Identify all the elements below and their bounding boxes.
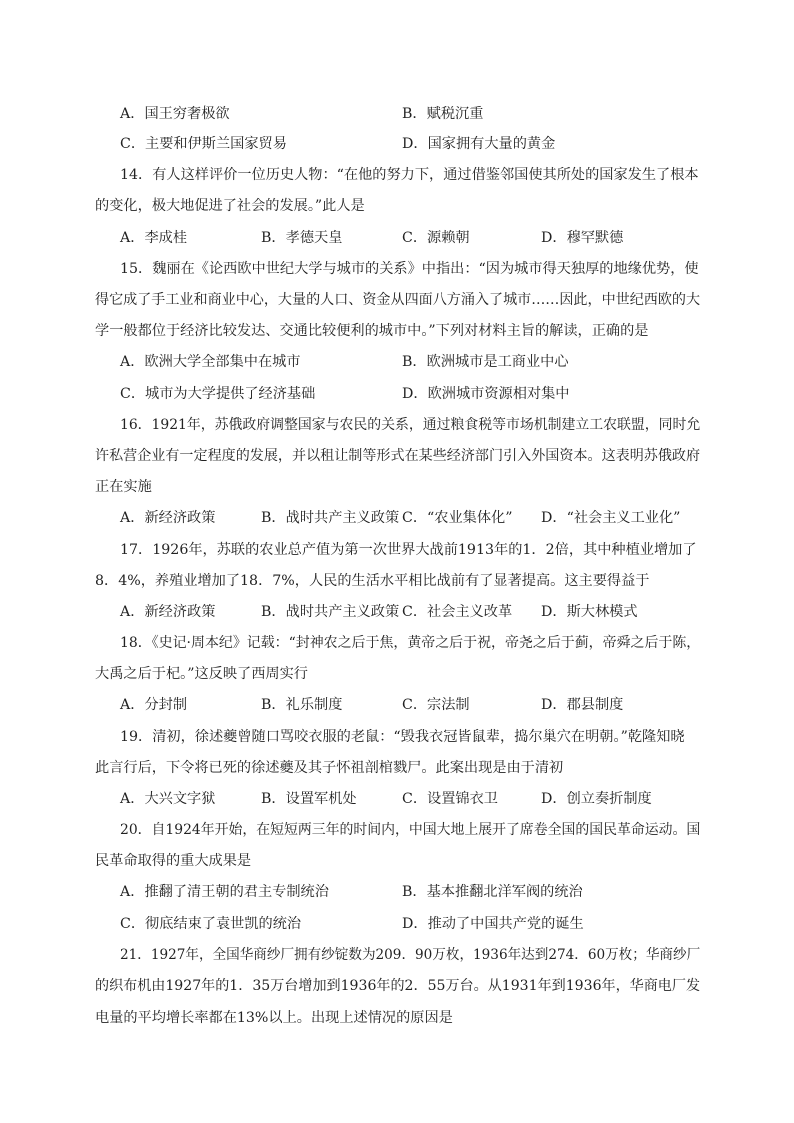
question-stem-line: 许私营企业有一定程度的发展，并以租让制等形式在某些经济部门引入外国资本。这表明苏俄政府	[95, 448, 701, 464]
option-b: B．欧洲城市是工商业中心	[402, 354, 569, 370]
question-stem-line: 的织布机由1927年的1．35万台增加到1936年的2．55万台。从1931年到1936年，华商电厂发	[95, 978, 701, 994]
option-c: C．“农业集体化”	[402, 510, 513, 526]
option-c: C．彻底结束了袁世凯的统治	[120, 916, 302, 932]
option-a: A．国王穷奢极欲	[120, 106, 230, 122]
option-b: B．战时共产主义政策	[261, 604, 400, 620]
question-stem-line: 18．《史记·周本纪》记载：“封神农之后于焦，黄帝之后于祝，帝尧之后于蓟，帝舜之后于陈，	[120, 635, 701, 651]
option-c: C．社会主义改革	[402, 604, 513, 620]
option-d: D．推动了中国共产党的诞生	[402, 916, 584, 932]
option-c: C．设置锦衣卫	[402, 791, 498, 807]
question-stem-line: 14．有人这样评价一位历史人物：“在他的努力下，通过借鉴邻国使其所处的国家发生了根本	[120, 167, 699, 183]
option-a: A．新经济政策	[120, 604, 216, 620]
option-a: A．新经济政策	[120, 510, 216, 526]
option-c: C．主要和伊斯兰国家贸易	[120, 136, 287, 152]
option-c: C．宗法制	[402, 697, 470, 713]
question-stem-line: 大禹之后于杞。”这反映了西周实行	[95, 666, 308, 682]
question-stem-line: 8．4%，养殖业增加了18．7%，人民的生活水平相比战前有了显著提高。这主要得益于	[95, 573, 650, 589]
question-stem-line: 15．魏丽在《论西欧中世纪大学与城市的关系》中指出：“因为城市得天独厚的地缘优势，使	[120, 261, 699, 277]
option-a: A．推翻了清王朝的君主专制统治	[120, 884, 329, 900]
question-stem-line: 20．自1924年开始，在短短两三年的时间内，中国大地上展开了席卷全国的国民革命运动。国	[120, 822, 701, 838]
question-stem-line: 19．清初，徐述夔曾随口骂咬衣服的老鼠：“毁我衣冠皆鼠辈，捣尔巢穴在明朝。”乾隆知晓	[120, 729, 685, 745]
option-b: B．战时共产主义政策	[261, 510, 400, 526]
question-stem-line: 17．1926年，苏联的农业总产值为第一次世界大战前1913年的1．2倍，其中种植业增加了	[120, 542, 697, 558]
question-stem-line: 得它成了手工业和商业中心，大量的人口、资金从四面八方涌入了城市……因此，中世纪西欧的大	[95, 292, 701, 308]
option-a: A．大兴文字狱	[120, 791, 216, 807]
option-a: A．分封制	[120, 697, 188, 713]
option-a: A．李成桂	[120, 230, 188, 246]
question-stem-line: 21．1927年，全国华商纱厂拥有纱锭数为209．90万枚，1936年达到274．60万枚；华商纱厂	[120, 947, 701, 963]
question-stem-line: 学一般都位于经济比较发达、交通比较便利的城市中。”下列对材料主旨的解读，正确的是	[95, 323, 649, 339]
question-stem-line: 此言行后，下令将已死的徐述夔及其子怀祖剖棺戮尸。此案出现是由于清初	[95, 760, 564, 776]
option-d: D．欧洲城市资源相对集中	[402, 386, 570, 402]
question-stem-line: 正在实施	[95, 479, 152, 495]
question-stem-line: 民革命取得的重大成果是	[95, 853, 252, 869]
option-d: D．穆罕默德	[541, 230, 624, 246]
option-d: D．创立奏折制度	[541, 791, 652, 807]
option-d: D．“社会主义工业化”	[541, 510, 681, 526]
option-d: D．斯大林模式	[541, 604, 638, 620]
question-stem-line: 电量的平均增长率都在13%以上。出现上述情况的原因是	[95, 1010, 453, 1026]
question-stem-line: 16．1921年，苏俄政府调整国家与农民的关系，通过粮食税等市场机制建立工农联盟，同时允	[120, 417, 701, 433]
option-b: B．设置军机处	[261, 791, 357, 807]
option-c: C．源赖朝	[402, 230, 470, 246]
option-b: B．赋税沉重	[402, 106, 484, 122]
option-b: B．孝德天皇	[261, 230, 343, 246]
option-d: D．郡县制度	[541, 697, 624, 713]
option-c: C．城市为大学提供了经济基础	[120, 386, 316, 402]
option-a: A．欧洲大学全部集中在城市	[120, 354, 301, 370]
question-stem-line: 的变化，极大地促进了社会的发展。”此人是	[95, 198, 365, 214]
option-d: D．国家拥有大量的黄金	[402, 136, 556, 152]
option-b: B．礼乐制度	[261, 697, 343, 713]
option-b: B．基本推翻北洋军阀的统治	[402, 884, 583, 900]
